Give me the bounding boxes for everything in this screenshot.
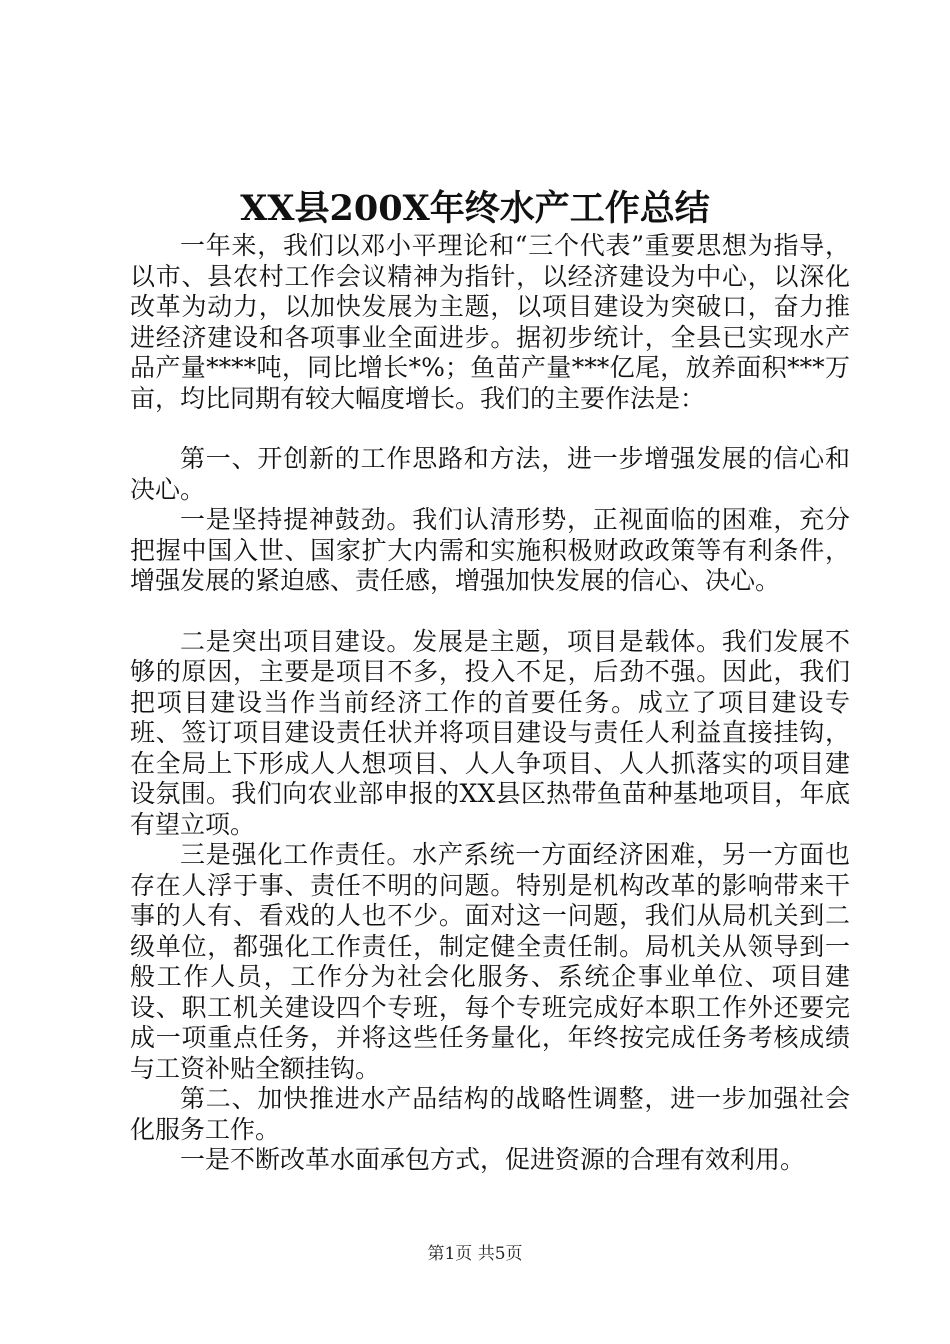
paragraph-section-2-heading: 第二、加快推进水产品结构的战略性调整，进一步加强社会化服务工作。 [130,1084,850,1144]
paragraph-intro: 一年来，我们以邓小平理论和“三个代表”重要思想为指导，以市、县农村工作会议精神为指针，以经济建设为中心，以深化改革为动力，以加快发展为主题，以项目建设为突破口，奋力推进经济建设和各项事业全面进步。据初步统计，全县已实现水产品产量****吨，同比增长*%；鱼苗产量***亿尾，放养面积***万亩，均比同期有较大幅度增长。我们的主要作法是： [130,231,850,413]
document-body [130,231,850,1176]
paragraph-item-1: 一是坚持提神鼓劲。我们认清形势，正视面临的困难，充分把握中国入世、国家扩大内需和实施积极财政政策等有利条件，增强发展的紧迫感、责任感，增强加快发展的信心、决心。 [130,505,850,595]
page-footer: 第1页 共5页 [427,1244,523,1264]
paragraph-section-2-item-1: 一是不断改革水面承包方式，促进资源的合理有效利用。 [180,1145,806,1174]
paragraph-item-2: 二是突出项目建设。发展是主题，项目是载体。我们发展不够的原因，主要是项目不多，投入不足，后劲不强。因此，我们把项目建设当作当前经济工作的首要任务。成立了项目建设专班、签订项目建设责任状并将项目建设与责任人利益直接挂钩，在全局上下形成人人想项目、人人争项目、人人抓落实的项目建设氛围。我们向农业部申报的XX县区热带鱼苗种基地项目，年底有望立项。 [130,626,850,839]
document-title: XX县200X年终水产工作总结 [240,188,710,229]
paragraph-item-3: 三是强化工作责任。水产系统一方面经济困难，另一方面也存在人浮于事、责任不明的问题。特别是机构改革的影响带来干事的人有、看戏的人也不少。面对这一问题，我们从局机关到二级单位，都强化工作责任，制定健全责任制。局机关从领导到一般工作人员，工作分为社会化服务、系统企事业单位、项目建设、职工机关建设四个专班，每个专班完成好本职工作外还要完成一项重点任务，并将这些任务量化，年终按完成任务考核成绩与工资补贴全额挂钩。 [130,840,850,1083]
paragraph-section-1-heading: 第一、开创新的工作思路和方法，进一步增强发展的信心和决心。 [130,444,850,504]
